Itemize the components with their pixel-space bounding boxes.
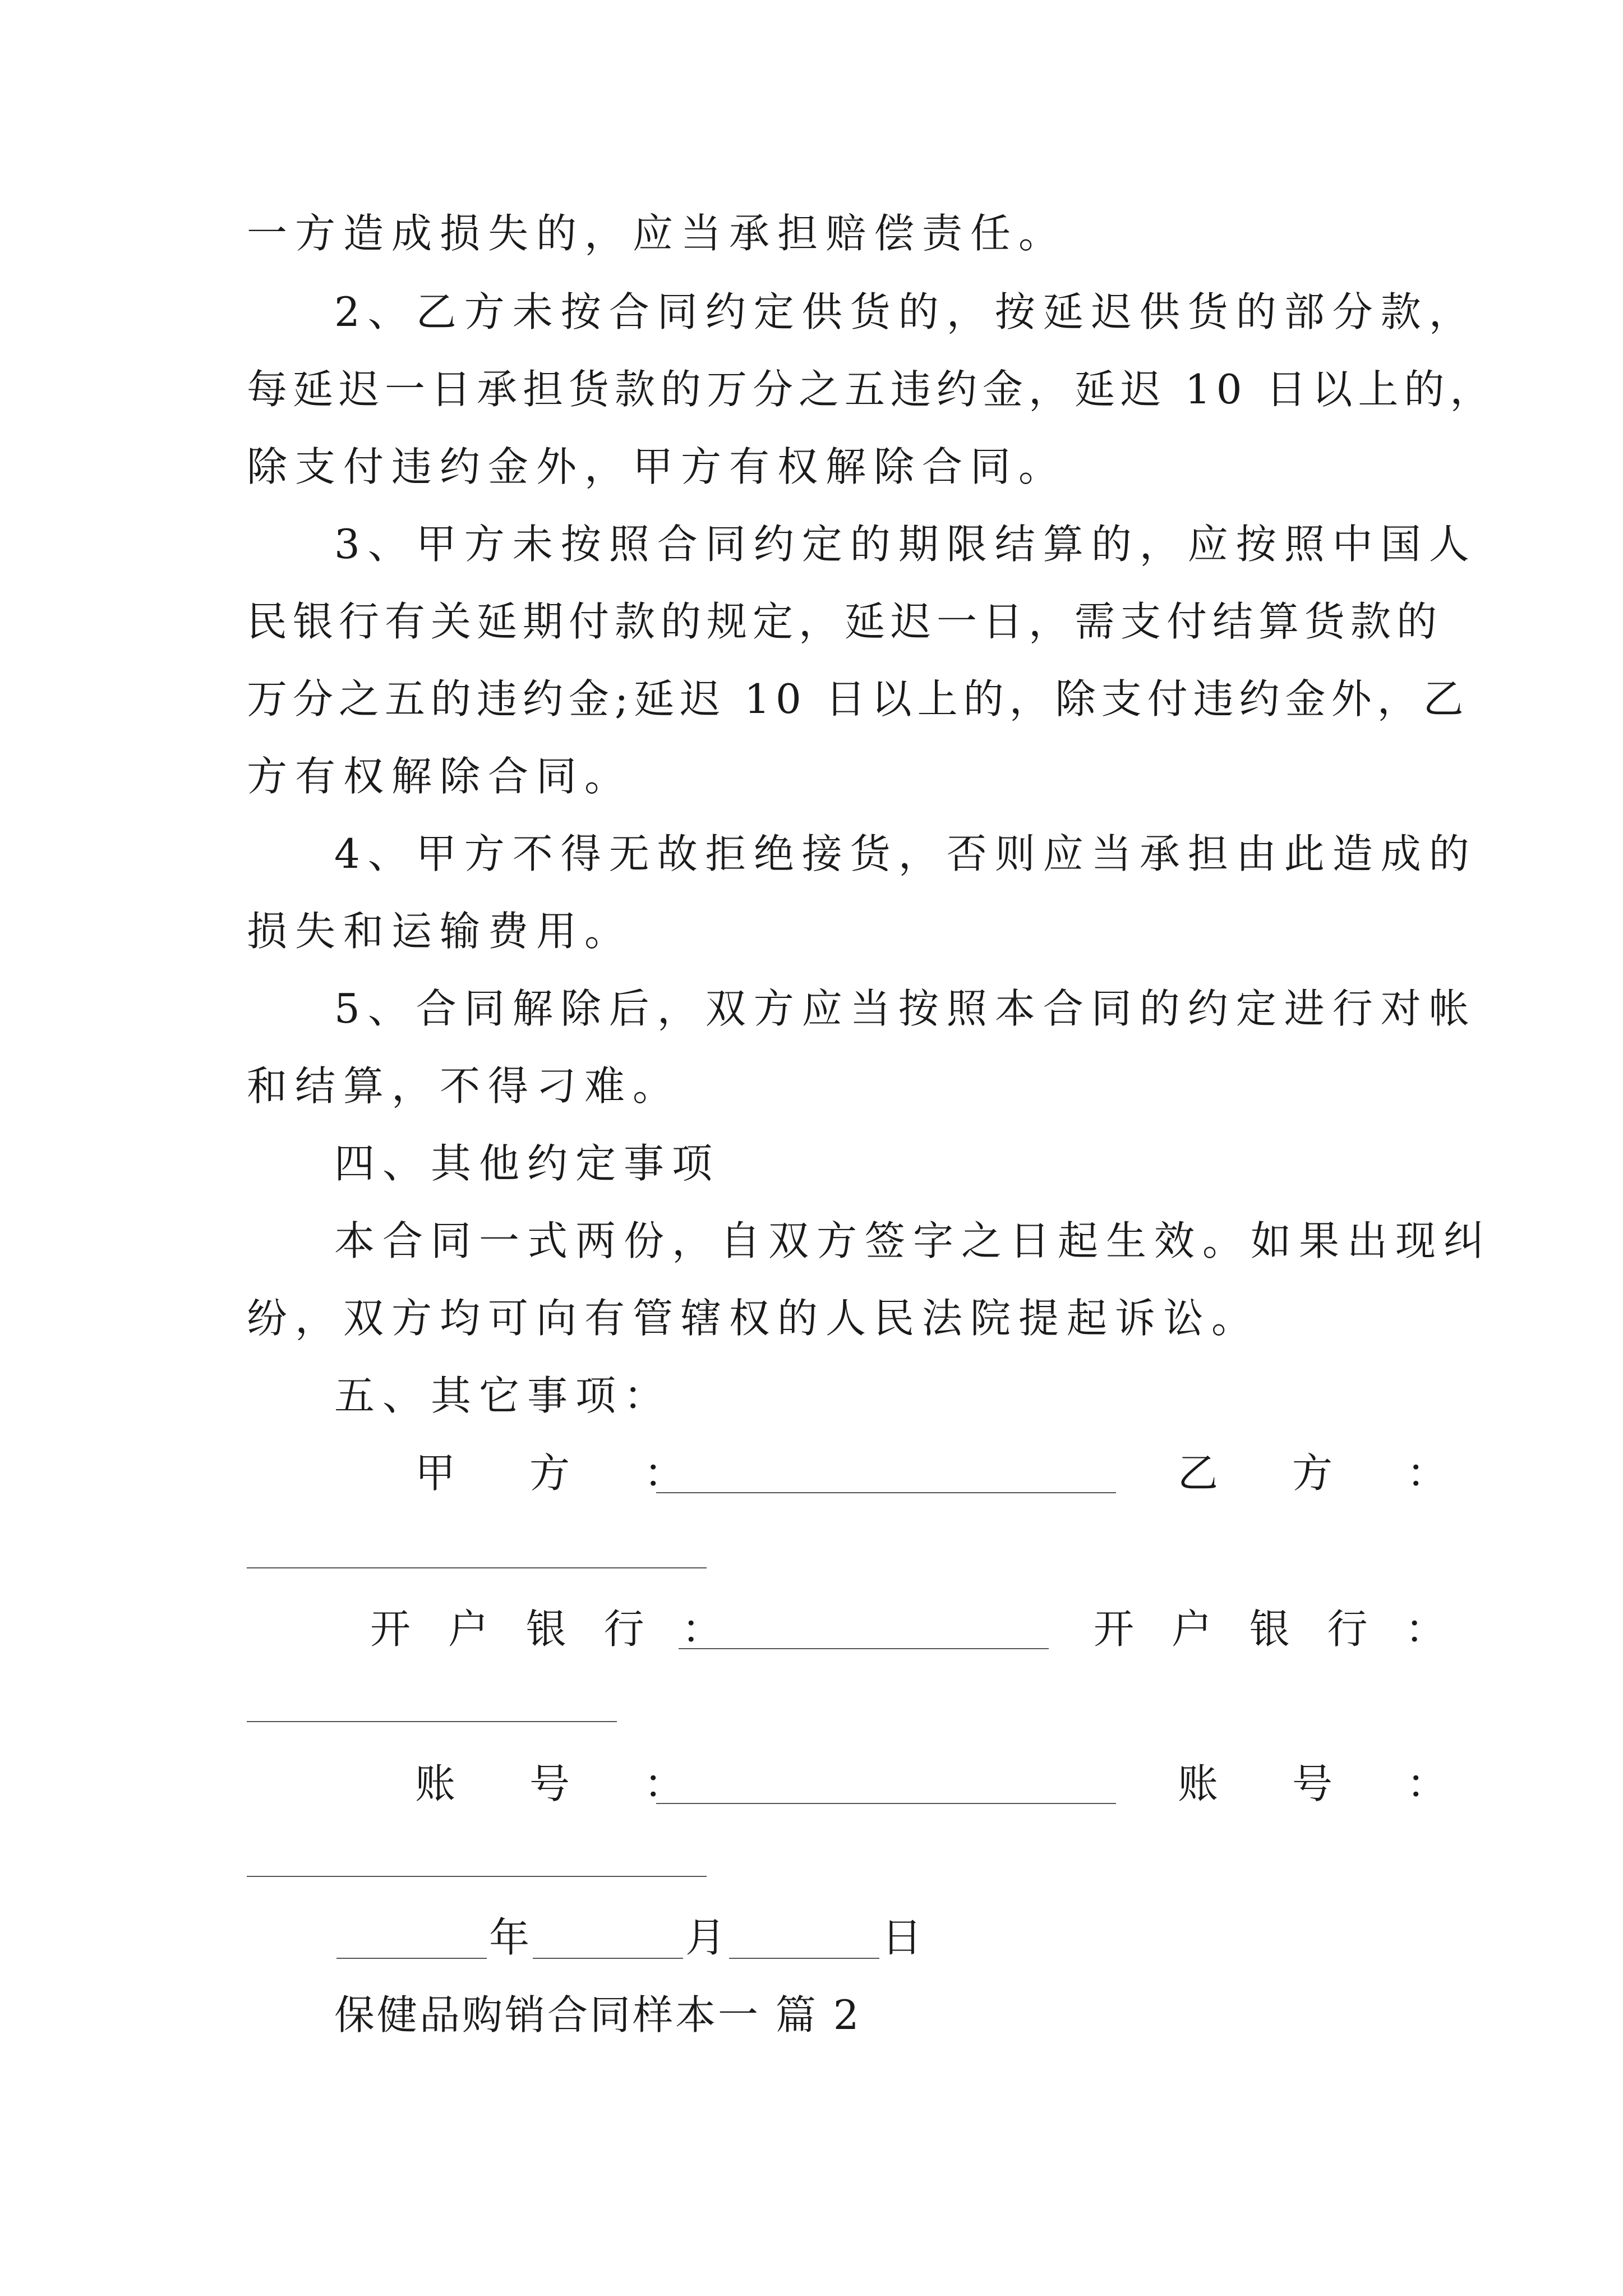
bank-a-label: 开 户 银 行 ： — [370, 1605, 735, 1653]
account-b-blank — [247, 1876, 707, 1877]
text-line: 方有权解除合同。 — [247, 753, 633, 800]
text-line: 万分之五的违约金;延迟 10 日以上的，除支付违约金外，乙 — [247, 675, 1469, 723]
text-line: 5、合同解除后，双方应当按照本合同的约定进行对帐 — [334, 985, 1477, 1032]
day-label: 日 — [882, 1914, 923, 1961]
text-line: 纷，双方均可向有管辖权的人民法院提起诉讼。 — [247, 1295, 1260, 1342]
section-heading: 五、其它事项： — [334, 1372, 672, 1419]
text-line: 民银行有关延期付款的规定，延迟一日，需支付结算货款的 — [247, 598, 1443, 645]
bank-b-label: 开 户 银 行 ： — [1094, 1605, 1458, 1653]
account-b-label: 账 号 ： — [1178, 1760, 1464, 1807]
text-line: 2、乙方未按合同约定供货的，按延迟供货的部分款， — [334, 288, 1477, 335]
party-a-label: 甲 方 ： — [415, 1450, 702, 1497]
text-line: 除支付违约金外，甲方有权解除合同。 — [247, 443, 1067, 490]
day-blank — [729, 1958, 879, 1959]
party-a-blank — [656, 1492, 1116, 1493]
text-line: 一方造成损失的，应当承担赔偿责任。 — [247, 210, 1067, 257]
account-a-blank — [656, 1803, 1116, 1804]
text-line: 每延迟一日承担货款的万分之五违约金，延迟 10 日以上的， — [247, 366, 1496, 413]
account-a-label: 账 号 ： — [415, 1760, 702, 1807]
party-b-blank — [247, 1567, 707, 1568]
year-blank — [336, 1958, 487, 1959]
next-section-title: 保健品购销合同样本一 篇 2 — [334, 1991, 861, 2039]
text-line: 3、甲方未按照合同约定的期限结算的，应按照中国人 — [334, 521, 1477, 568]
text-line: 损失和运输费用。 — [247, 908, 633, 955]
section-heading: 四、其他约定事项 — [334, 1140, 721, 1187]
bank-b-blank — [247, 1721, 617, 1722]
year-label: 年 — [489, 1914, 530, 1961]
text-line: 和结算，不得刁难。 — [247, 1062, 681, 1110]
month-blank — [533, 1958, 683, 1959]
text-line: 本合同一式两份，自双方签字之日起生效。如果出现纠 — [334, 1217, 1492, 1264]
bank-a-blank — [679, 1648, 1049, 1649]
party-b-label: 乙 方 ： — [1178, 1450, 1464, 1497]
text-line: 4、甲方不得无故拒绝接货，否则应当承担由此造成的 — [334, 830, 1477, 877]
month-label: 月 — [685, 1914, 726, 1961]
